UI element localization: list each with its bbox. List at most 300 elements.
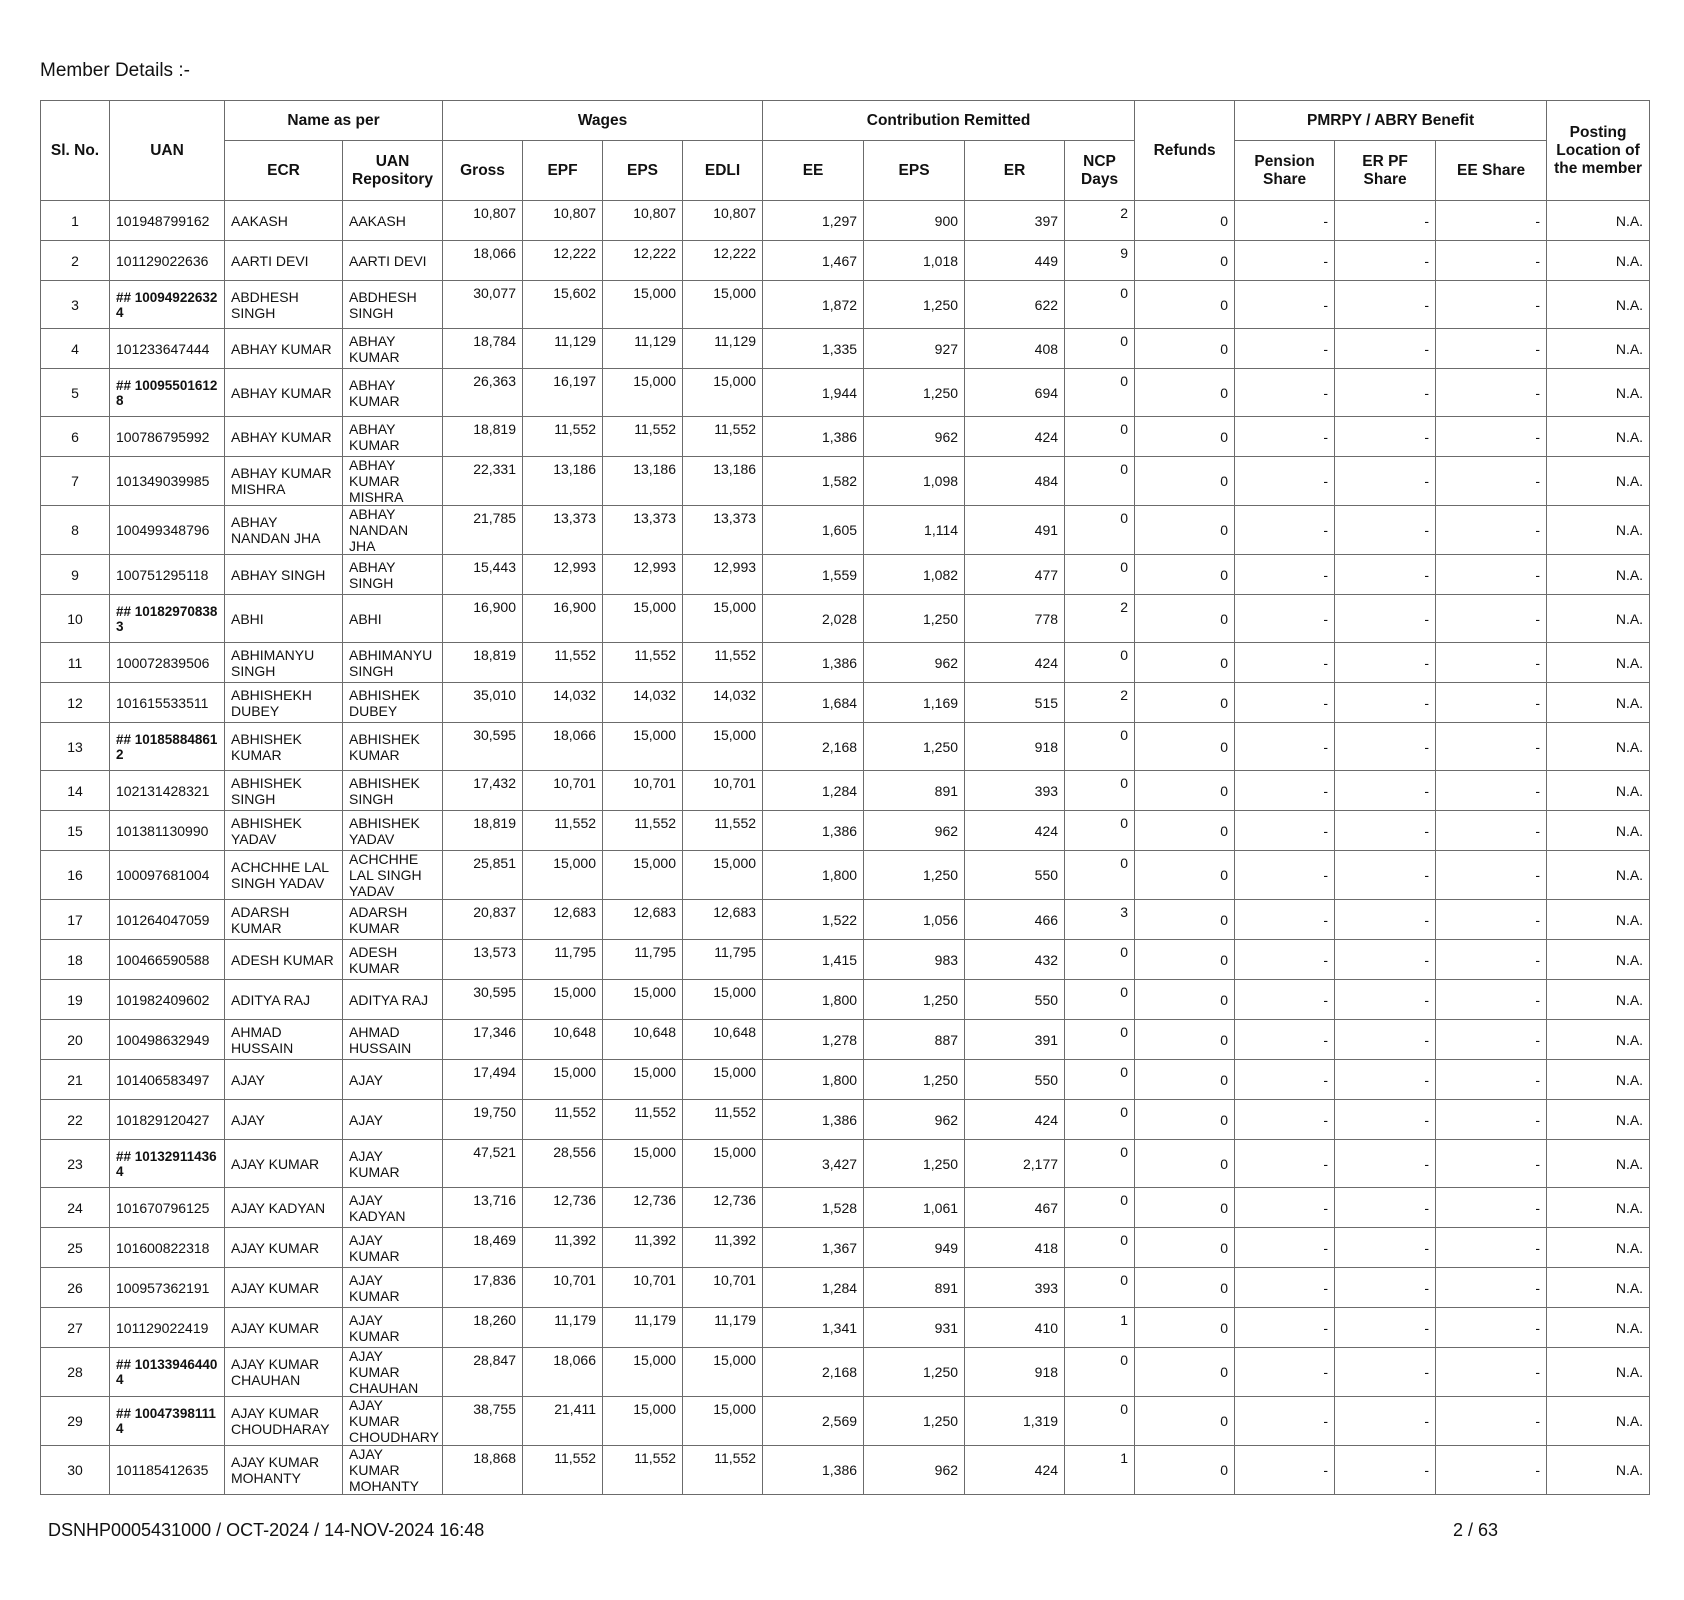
cell-name-ecr: AJAY KUMAR CHAUHAN	[225, 1348, 343, 1397]
cell-wages-edli: 11,552	[683, 1446, 763, 1495]
table-row	[41, 595, 1650, 643]
cell-wages-gross: 26,363	[443, 369, 523, 417]
cell-wages-epf: 11,552	[523, 643, 603, 683]
cell-name-uan-repository: ABHISHEK KUMAR	[343, 723, 443, 771]
cell-contribution-er: 778	[965, 595, 1065, 643]
cell-posting-location: N.A.	[1547, 1397, 1650, 1446]
cell-contribution-ee: 2,028	[763, 595, 864, 643]
cell-posting-location: N.A.	[1547, 1348, 1650, 1397]
cell-contribution-eps: 1,250	[864, 1140, 965, 1188]
cell-wages-eps: 14,032	[603, 683, 683, 723]
cell-contribution-er: 2,177	[965, 1140, 1065, 1188]
cell-sl-no: 25	[41, 1228, 110, 1268]
cell-posting-location: N.A.	[1547, 851, 1650, 900]
cell-pension-share: -	[1235, 595, 1335, 643]
cell-pension-share: -	[1235, 980, 1335, 1020]
cell-wages-gross: 25,851	[443, 851, 523, 900]
cell-wages-eps: 15,000	[603, 281, 683, 329]
cell-wages-edli: 10,648	[683, 1020, 763, 1060]
cell-contribution-er: 424	[965, 1446, 1065, 1495]
table-row	[41, 1060, 1650, 1100]
cell-uan: 101185412635	[110, 1446, 225, 1495]
cell-contribution-ee: 1,800	[763, 980, 864, 1020]
cell-er-pf-share: -	[1335, 1100, 1436, 1140]
cell-contribution-eps: 1,061	[864, 1188, 965, 1228]
cell-contribution-eps: 1,250	[864, 595, 965, 643]
cell-er-pf-share: -	[1335, 1348, 1436, 1397]
table-row	[41, 506, 1650, 555]
cell-pension-share: -	[1235, 506, 1335, 555]
cell-wages-gross: 17,432	[443, 771, 523, 811]
cell-refunds: 0	[1135, 281, 1235, 329]
cell-wages-epf: 21,411	[523, 1397, 603, 1446]
cell-wages-epf: 12,993	[523, 555, 603, 595]
cell-wages-eps: 11,552	[603, 1446, 683, 1495]
cell-contribution-ee: 1,367	[763, 1228, 864, 1268]
cell-name-ecr: AJAY	[225, 1100, 343, 1140]
cell-er-pf-share: -	[1335, 1020, 1436, 1060]
table-row	[41, 1268, 1650, 1308]
cell-contribution-ee: 1,386	[763, 811, 864, 851]
cell-name-ecr: ABHAY KUMAR	[225, 329, 343, 369]
cell-wages-gross: 19,750	[443, 1100, 523, 1140]
table-row	[41, 329, 1650, 369]
cell-contribution-er: 408	[965, 329, 1065, 369]
cell-pension-share: -	[1235, 1397, 1335, 1446]
cell-pension-share: -	[1235, 1268, 1335, 1308]
cell-ncp-days: 2	[1065, 201, 1135, 241]
cell-name-ecr: AJAY KUMAR	[225, 1228, 343, 1268]
header-wages: Wages	[443, 101, 763, 141]
cell-refunds: 0	[1135, 201, 1235, 241]
cell-contribution-ee: 1,528	[763, 1188, 864, 1228]
cell-contribution-eps: 983	[864, 940, 965, 980]
cell-wages-gross: 17,346	[443, 1020, 523, 1060]
cell-wages-gross: 18,819	[443, 417, 523, 457]
cell-refunds: 0	[1135, 811, 1235, 851]
cell-refunds: 0	[1135, 417, 1235, 457]
cell-er-pf-share: -	[1335, 940, 1436, 980]
cell-refunds: 0	[1135, 595, 1235, 643]
cell-contribution-ee: 1,944	[763, 369, 864, 417]
cell-wages-epf: 15,602	[523, 281, 603, 329]
cell-ncp-days: 1	[1065, 1308, 1135, 1348]
header-pmrpy-abry-benefit: PMRPY / ABRY Benefit	[1235, 101, 1547, 141]
header-contribution-remitted: Contribution Remitted	[763, 101, 1135, 141]
cell-name-uan-repository: ABHISHEK DUBEY	[343, 683, 443, 723]
cell-pension-share: -	[1235, 369, 1335, 417]
cell-refunds: 0	[1135, 241, 1235, 281]
cell-wages-edli: 10,701	[683, 1268, 763, 1308]
table-row	[41, 1140, 1650, 1188]
cell-contribution-ee: 1,800	[763, 1060, 864, 1100]
cell-contribution-ee: 1,386	[763, 417, 864, 457]
cell-uan: 101381130990	[110, 811, 225, 851]
cell-er-pf-share: -	[1335, 457, 1436, 506]
table-row	[41, 201, 1650, 241]
cell-contribution-eps: 1,250	[864, 723, 965, 771]
cell-sl-no: 27	[41, 1308, 110, 1348]
cell-er-pf-share: -	[1335, 1397, 1436, 1446]
cell-contribution-er: 491	[965, 506, 1065, 555]
cell-wages-eps: 13,373	[603, 506, 683, 555]
cell-pension-share: -	[1235, 1140, 1335, 1188]
cell-ee-share: -	[1436, 1268, 1547, 1308]
cell-wages-epf: 11,552	[523, 1446, 603, 1495]
cell-name-uan-repository: ABHAY KUMAR MISHRA	[343, 457, 443, 506]
cell-contribution-er: 467	[965, 1188, 1065, 1228]
cell-sl-no: 12	[41, 683, 110, 723]
cell-contribution-er: 424	[965, 811, 1065, 851]
cell-sl-no: 28	[41, 1348, 110, 1397]
cell-contribution-eps: 891	[864, 1268, 965, 1308]
cell-wages-edli: 15,000	[683, 369, 763, 417]
cell-name-uan-repository: AJAY KUMAR CHAUHAN	[343, 1348, 443, 1397]
cell-sl-no: 14	[41, 771, 110, 811]
cell-posting-location: N.A.	[1547, 771, 1650, 811]
cell-uan: ## 10185884861 2	[110, 723, 225, 771]
cell-wages-epf: 10,701	[523, 1268, 603, 1308]
cell-contribution-ee: 2,569	[763, 1397, 864, 1446]
cell-er-pf-share: -	[1335, 417, 1436, 457]
cell-name-ecr: AARTI DEVI	[225, 241, 343, 281]
cell-contribution-eps: 1,250	[864, 1397, 965, 1446]
table-row	[41, 940, 1650, 980]
cell-name-uan-repository: AJAY KUMAR MOHANTY	[343, 1446, 443, 1495]
cell-uan: 100786795992	[110, 417, 225, 457]
cell-refunds: 0	[1135, 1020, 1235, 1060]
cell-posting-location: N.A.	[1547, 417, 1650, 457]
cell-er-pf-share: -	[1335, 643, 1436, 683]
cell-refunds: 0	[1135, 369, 1235, 417]
cell-pension-share: -	[1235, 940, 1335, 980]
header-uan-repository: UAN Repository	[343, 141, 443, 201]
cell-ncp-days: 2	[1065, 595, 1135, 643]
cell-contribution-eps: 962	[864, 417, 965, 457]
cell-wages-gross: 10,807	[443, 201, 523, 241]
cell-ncp-days: 0	[1065, 1188, 1135, 1228]
cell-contribution-ee: 1,278	[763, 1020, 864, 1060]
table-row	[41, 417, 1650, 457]
cell-wages-edli: 13,373	[683, 506, 763, 555]
cell-wages-eps: 10,701	[603, 771, 683, 811]
cell-contribution-er: 515	[965, 683, 1065, 723]
cell-name-uan-repository: AARTI DEVI	[343, 241, 443, 281]
cell-contribution-eps: 1,250	[864, 1060, 965, 1100]
cell-ee-share: -	[1436, 940, 1547, 980]
cell-wages-eps: 11,552	[603, 417, 683, 457]
cell-er-pf-share: -	[1335, 900, 1436, 940]
cell-ncp-days: 0	[1065, 643, 1135, 683]
cell-name-uan-repository: ABHI	[343, 595, 443, 643]
cell-uan: ## 10132911436 4	[110, 1140, 225, 1188]
cell-uan: ## 10133946440 4	[110, 1348, 225, 1397]
cell-ncp-days: 0	[1065, 1268, 1135, 1308]
cell-ee-share: -	[1436, 1228, 1547, 1268]
cell-name-ecr: ACHCHHE LAL SINGH YADAV	[225, 851, 343, 900]
cell-ee-share: -	[1436, 683, 1547, 723]
cell-sl-no: 16	[41, 851, 110, 900]
cell-er-pf-share: -	[1335, 723, 1436, 771]
cell-contribution-er: 477	[965, 555, 1065, 595]
cell-sl-no: 29	[41, 1397, 110, 1446]
cell-pension-share: -	[1235, 201, 1335, 241]
cell-ncp-days: 0	[1065, 281, 1135, 329]
cell-contribution-er: 449	[965, 241, 1065, 281]
cell-er-pf-share: -	[1335, 771, 1436, 811]
cell-wages-epf: 10,648	[523, 1020, 603, 1060]
cell-ee-share: -	[1436, 1348, 1547, 1397]
cell-posting-location: N.A.	[1547, 281, 1650, 329]
header-name-as-per: Name as per	[225, 101, 443, 141]
cell-refunds: 0	[1135, 1348, 1235, 1397]
cell-contribution-er: 393	[965, 771, 1065, 811]
cell-wages-epf: 11,552	[523, 1100, 603, 1140]
table-row	[41, 900, 1650, 940]
cell-contribution-eps: 1,250	[864, 281, 965, 329]
cell-contribution-eps: 1,082	[864, 555, 965, 595]
cell-contribution-eps: 1,250	[864, 980, 965, 1020]
cell-wages-eps: 15,000	[603, 851, 683, 900]
cell-contribution-er: 918	[965, 723, 1065, 771]
cell-posting-location: N.A.	[1547, 457, 1650, 506]
cell-name-ecr: ADITYA RAJ	[225, 980, 343, 1020]
cell-wages-gross: 20,837	[443, 900, 523, 940]
cell-posting-location: N.A.	[1547, 201, 1650, 241]
cell-contribution-eps: 962	[864, 811, 965, 851]
page-title: Member Details :-	[40, 60, 190, 81]
cell-wages-gross: 30,595	[443, 980, 523, 1020]
cell-wages-eps: 11,179	[603, 1308, 683, 1348]
cell-pension-share: -	[1235, 329, 1335, 369]
table-row	[41, 241, 1650, 281]
cell-name-uan-repository: AAKASH	[343, 201, 443, 241]
cell-ncp-days: 0	[1065, 555, 1135, 595]
cell-wages-gross: 21,785	[443, 506, 523, 555]
cell-uan: 100072839506	[110, 643, 225, 683]
cell-name-uan-repository: AJAY	[343, 1060, 443, 1100]
cell-wages-eps: 11,552	[603, 1100, 683, 1140]
cell-uan: 101829120427	[110, 1100, 225, 1140]
cell-contribution-eps: 1,114	[864, 506, 965, 555]
cell-refunds: 0	[1135, 1446, 1235, 1495]
cell-ee-share: -	[1436, 329, 1547, 369]
cell-wages-edli: 11,129	[683, 329, 763, 369]
cell-ee-share: -	[1436, 1397, 1547, 1446]
cell-refunds: 0	[1135, 980, 1235, 1020]
cell-refunds: 0	[1135, 940, 1235, 980]
table-row	[41, 851, 1650, 900]
cell-sl-no: 21	[41, 1060, 110, 1100]
cell-pension-share: -	[1235, 1100, 1335, 1140]
cell-name-ecr: AAKASH	[225, 201, 343, 241]
cell-contribution-er: 410	[965, 1308, 1065, 1348]
cell-pension-share: -	[1235, 457, 1335, 506]
cell-name-ecr: AJAY	[225, 1060, 343, 1100]
cell-contribution-ee: 1,582	[763, 457, 864, 506]
cell-contribution-ee: 1,284	[763, 1268, 864, 1308]
cell-er-pf-share: -	[1335, 683, 1436, 723]
header-contribution-eps: EPS	[864, 141, 965, 201]
cell-name-ecr: ABDHESH SINGH	[225, 281, 343, 329]
cell-sl-no: 8	[41, 506, 110, 555]
cell-ee-share: -	[1436, 417, 1547, 457]
cell-wages-gross: 28,847	[443, 1348, 523, 1397]
cell-ee-share: -	[1436, 241, 1547, 281]
cell-ncp-days: 0	[1065, 417, 1135, 457]
cell-pension-share: -	[1235, 851, 1335, 900]
cell-contribution-eps: 1,250	[864, 851, 965, 900]
cell-posting-location: N.A.	[1547, 241, 1650, 281]
cell-ee-share: -	[1436, 457, 1547, 506]
header-gross: Gross	[443, 141, 523, 201]
cell-name-uan-repository: AHMAD HUSSAIN	[343, 1020, 443, 1060]
cell-wages-gross: 18,868	[443, 1446, 523, 1495]
cell-contribution-ee: 1,872	[763, 281, 864, 329]
cell-er-pf-share: -	[1335, 241, 1436, 281]
cell-uan: 100466590588	[110, 940, 225, 980]
cell-uan: 102131428321	[110, 771, 225, 811]
cell-wages-gross: 47,521	[443, 1140, 523, 1188]
cell-wages-epf: 11,552	[523, 811, 603, 851]
header-posting-location: Posting Location of the member	[1547, 101, 1650, 201]
cell-ee-share: -	[1436, 1020, 1547, 1060]
table-row	[41, 369, 1650, 417]
cell-contribution-ee: 3,427	[763, 1140, 864, 1188]
cell-ee-share: -	[1436, 1060, 1547, 1100]
cell-name-ecr: ABHAY KUMAR MISHRA	[225, 457, 343, 506]
cell-wages-eps: 10,701	[603, 1268, 683, 1308]
header-eps: EPS	[603, 141, 683, 201]
cell-contribution-eps: 927	[864, 329, 965, 369]
cell-sl-no: 13	[41, 723, 110, 771]
cell-name-ecr: ABHISHEK YADAV	[225, 811, 343, 851]
cell-wages-edli: 11,552	[683, 1100, 763, 1140]
header-er: ER	[965, 141, 1065, 201]
cell-contribution-eps: 962	[864, 643, 965, 683]
cell-wages-edli: 15,000	[683, 851, 763, 900]
cell-refunds: 0	[1135, 1228, 1235, 1268]
cell-contribution-ee: 1,386	[763, 643, 864, 683]
cell-name-ecr: ABHISHEK SINGH	[225, 771, 343, 811]
cell-wages-gross: 13,573	[443, 940, 523, 980]
cell-refunds: 0	[1135, 1188, 1235, 1228]
member-rows	[41, 201, 1650, 1495]
cell-wages-epf: 16,197	[523, 369, 603, 417]
cell-wages-epf: 15,000	[523, 1060, 603, 1100]
cell-name-uan-repository: ABDHESH SINGH	[343, 281, 443, 329]
cell-wages-edli: 12,993	[683, 555, 763, 595]
cell-sl-no: 20	[41, 1020, 110, 1060]
cell-name-ecr: ABHAY SINGH	[225, 555, 343, 595]
cell-refunds: 0	[1135, 900, 1235, 940]
cell-name-ecr: ABHISHEKH DUBEY	[225, 683, 343, 723]
cell-wages-eps: 12,993	[603, 555, 683, 595]
cell-refunds: 0	[1135, 683, 1235, 723]
cell-pension-share: -	[1235, 1060, 1335, 1100]
cell-contribution-ee: 1,605	[763, 506, 864, 555]
cell-wages-edli: 13,186	[683, 457, 763, 506]
cell-refunds: 0	[1135, 771, 1235, 811]
table-row	[41, 1188, 1650, 1228]
cell-contribution-ee: 1,559	[763, 555, 864, 595]
cell-wages-epf: 28,556	[523, 1140, 603, 1188]
cell-wages-edli: 12,222	[683, 241, 763, 281]
cell-refunds: 0	[1135, 643, 1235, 683]
cell-er-pf-share: -	[1335, 1228, 1436, 1268]
cell-sl-no: 26	[41, 1268, 110, 1308]
cell-wages-eps: 11,392	[603, 1228, 683, 1268]
cell-wages-eps: 15,000	[603, 595, 683, 643]
table-row	[41, 683, 1650, 723]
cell-posting-location: N.A.	[1547, 555, 1650, 595]
cell-name-uan-repository: ACHCHHE LAL SINGH YADAV	[343, 851, 443, 900]
cell-refunds: 0	[1135, 506, 1235, 555]
cell-wages-epf: 11,179	[523, 1308, 603, 1348]
cell-name-ecr: ABHISHEK KUMAR	[225, 723, 343, 771]
cell-uan: 100498632949	[110, 1020, 225, 1060]
cell-ee-share: -	[1436, 506, 1547, 555]
cell-contribution-eps: 887	[864, 1020, 965, 1060]
cell-wages-edli: 15,000	[683, 980, 763, 1020]
cell-name-uan-repository: ADESH KUMAR	[343, 940, 443, 980]
cell-name-uan-repository: AJAY KUMAR	[343, 1308, 443, 1348]
cell-wages-eps: 15,000	[603, 980, 683, 1020]
cell-wages-gross: 18,066	[443, 241, 523, 281]
cell-ncp-days: 0	[1065, 1397, 1135, 1446]
cell-wages-edli: 15,000	[683, 1140, 763, 1188]
cell-wages-gross: 30,077	[443, 281, 523, 329]
cell-ncp-days: 0	[1065, 1348, 1135, 1397]
cell-pension-share: -	[1235, 1446, 1335, 1495]
cell-contribution-ee: 1,415	[763, 940, 864, 980]
cell-posting-location: N.A.	[1547, 595, 1650, 643]
cell-wages-epf: 11,392	[523, 1228, 603, 1268]
cell-ee-share: -	[1436, 369, 1547, 417]
cell-pension-share: -	[1235, 723, 1335, 771]
cell-sl-no: 5	[41, 369, 110, 417]
cell-wages-eps: 12,222	[603, 241, 683, 281]
cell-contribution-er: 424	[965, 1100, 1065, 1140]
cell-contribution-ee: 1,284	[763, 771, 864, 811]
cell-contribution-er: 694	[965, 369, 1065, 417]
cell-ncp-days: 2	[1065, 683, 1135, 723]
cell-contribution-er: 432	[965, 940, 1065, 980]
cell-uan: 100957362191	[110, 1268, 225, 1308]
cell-refunds: 0	[1135, 851, 1235, 900]
cell-wages-epf: 12,222	[523, 241, 603, 281]
cell-contribution-eps: 1,250	[864, 369, 965, 417]
cell-wages-eps: 12,736	[603, 1188, 683, 1228]
cell-wages-edli: 15,000	[683, 723, 763, 771]
cell-contribution-eps: 1,250	[864, 1348, 965, 1397]
header-refunds: Refunds	[1135, 101, 1235, 201]
cell-refunds: 0	[1135, 555, 1235, 595]
cell-refunds: 0	[1135, 1397, 1235, 1446]
cell-uan: 101129022419	[110, 1308, 225, 1348]
cell-er-pf-share: -	[1335, 851, 1436, 900]
cell-contribution-ee: 1,386	[763, 1100, 864, 1140]
cell-name-ecr: ABHI	[225, 595, 343, 643]
cell-name-ecr: ABHAY KUMAR	[225, 369, 343, 417]
cell-ee-share: -	[1436, 201, 1547, 241]
cell-name-uan-repository: ABHAY SINGH	[343, 555, 443, 595]
cell-er-pf-share: -	[1335, 1308, 1436, 1348]
cell-refunds: 0	[1135, 723, 1235, 771]
cell-posting-location: N.A.	[1547, 900, 1650, 940]
cell-uan: 101982409602	[110, 980, 225, 1020]
cell-ee-share: -	[1436, 771, 1547, 811]
